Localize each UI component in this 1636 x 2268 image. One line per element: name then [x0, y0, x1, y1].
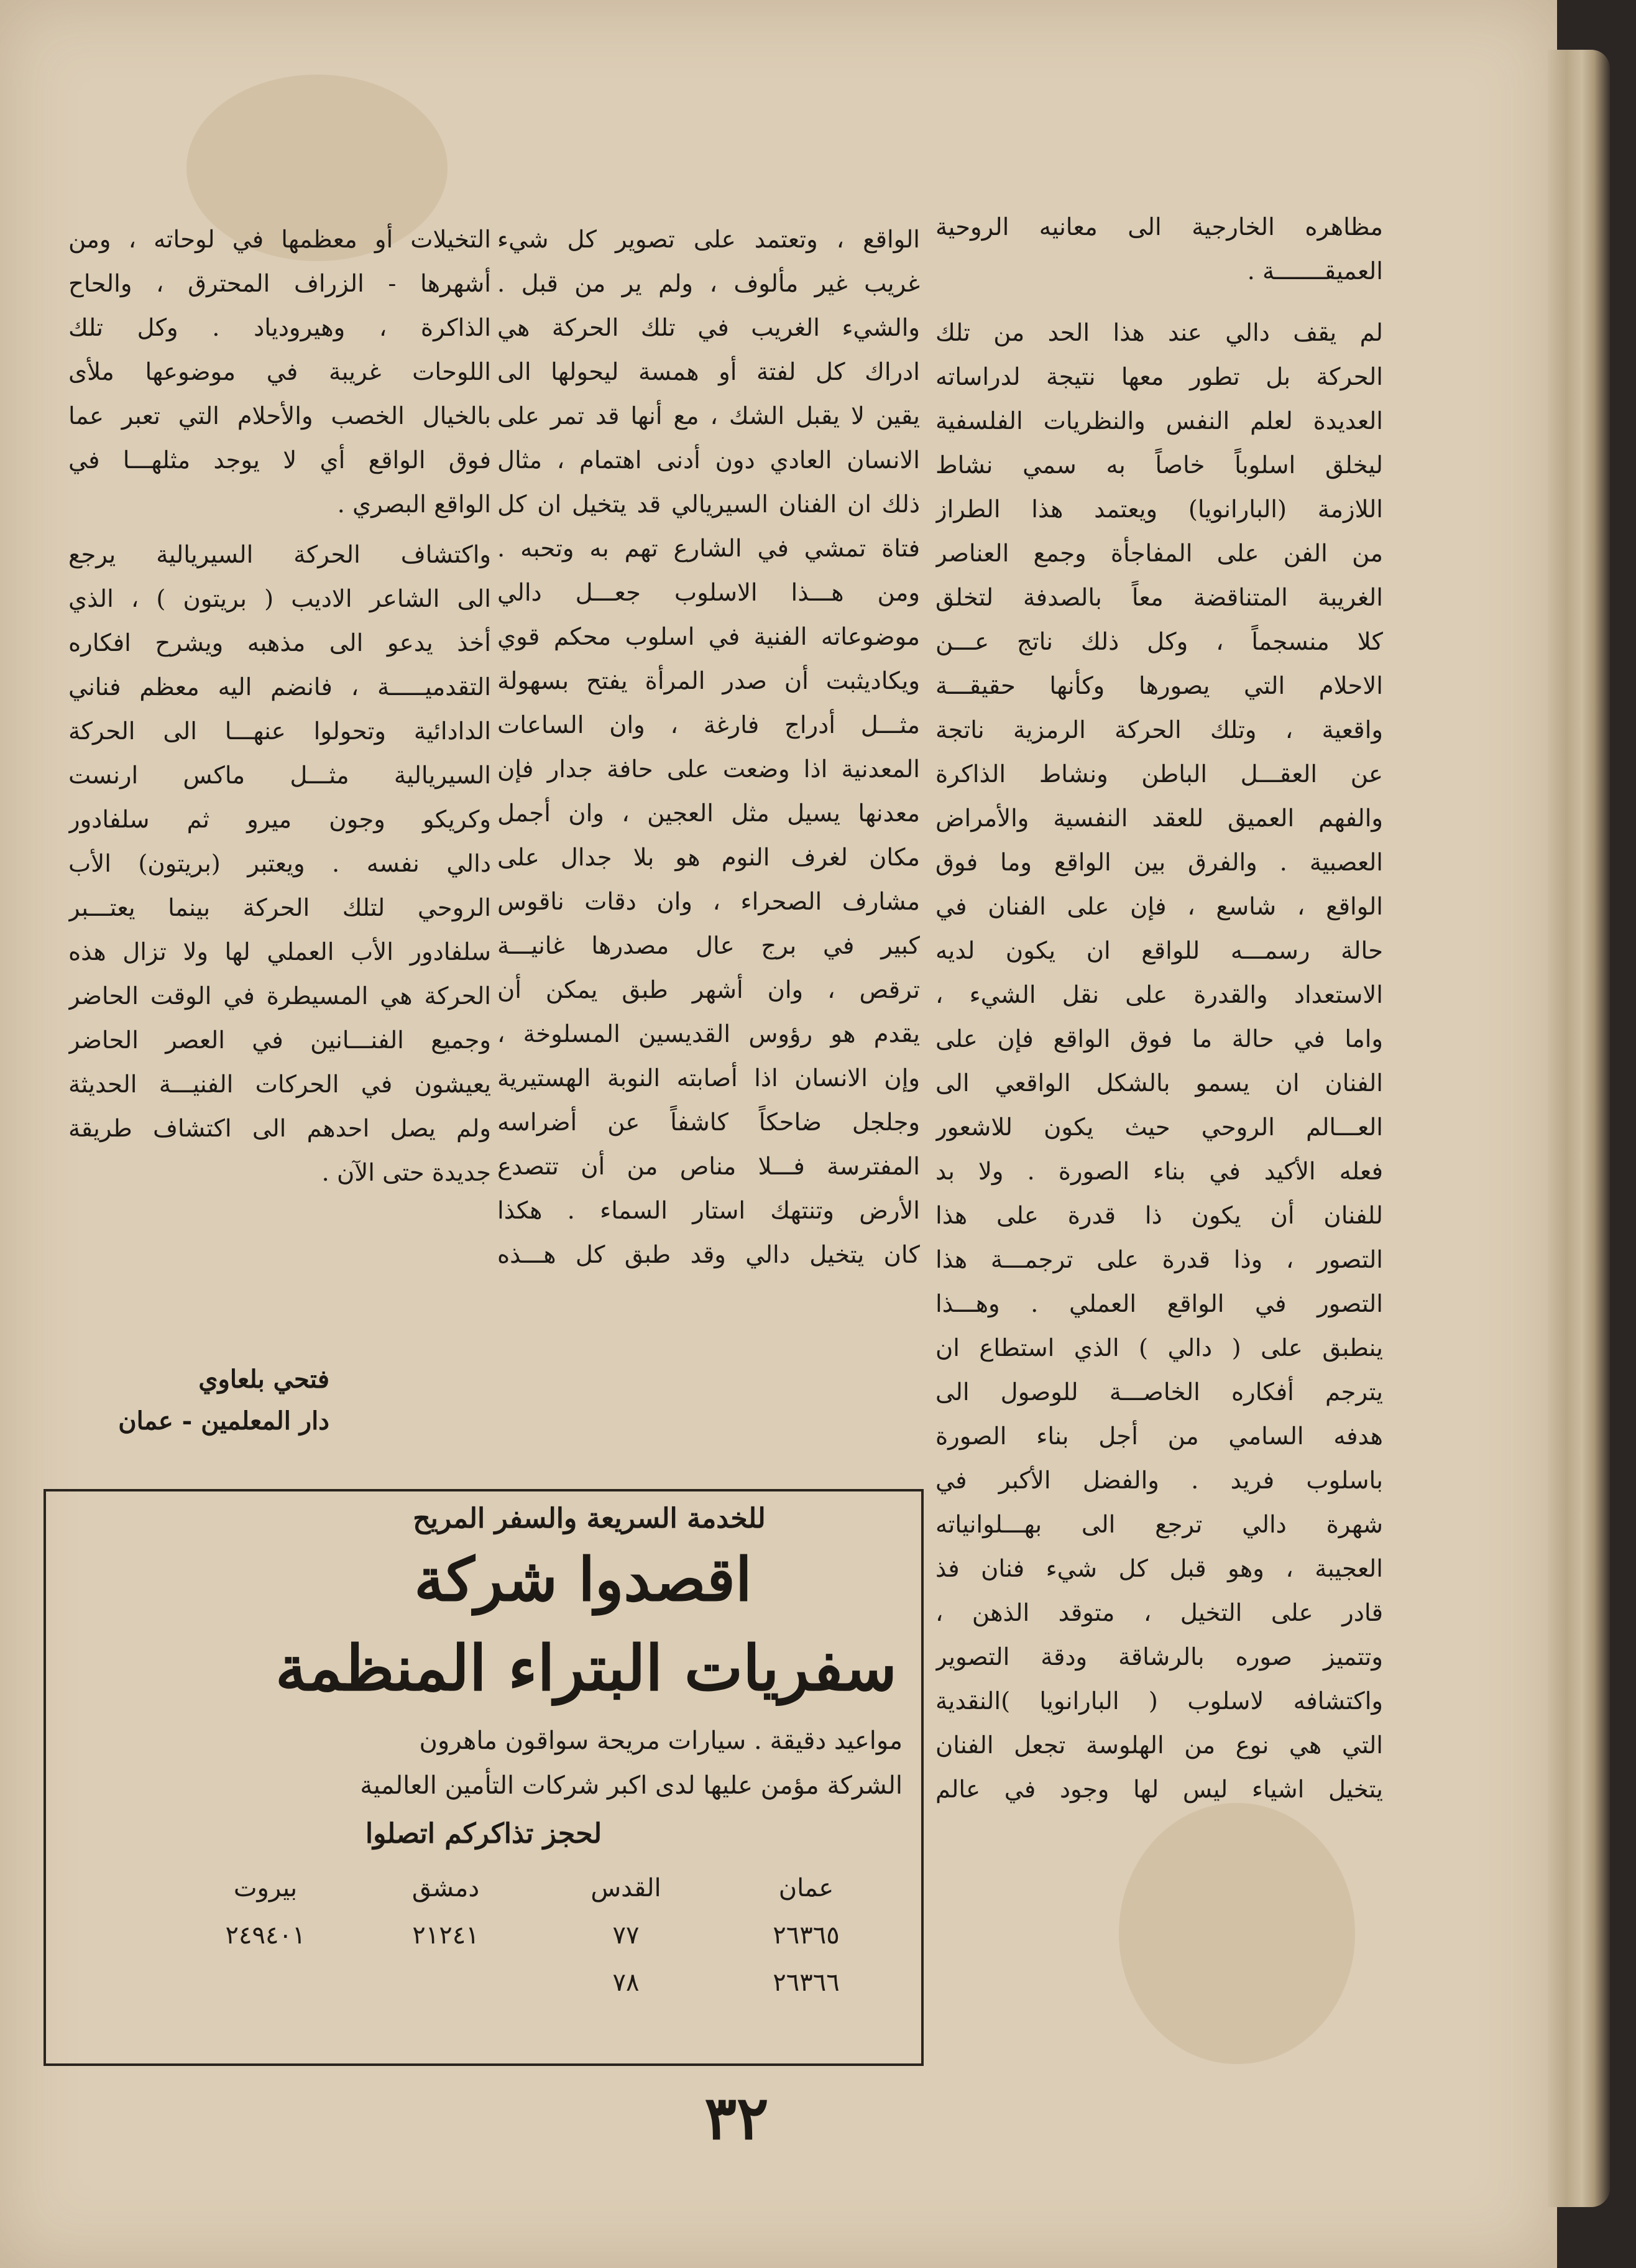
article-line: دالي نفسه . ويعتبر (بريتون) الأب — [68, 850, 491, 878]
article-line: يقين لا يقبل الشك ، مع أنها قد تمر على — [497, 402, 920, 430]
article-line: وتتميز صوره بالرشاقة ودقة التصوير — [935, 1643, 1383, 1671]
article-line: يترجم أفكاره الخاصـــة للوصول الى — [935, 1378, 1383, 1406]
article-line: الفنان ان يسمو بالشكل الواقعي الى — [935, 1069, 1383, 1097]
article-line: العميقـــــــة . — [1247, 257, 1383, 285]
article-line: فعله الأكيد في بناء الصورة . ولا بد — [935, 1158, 1383, 1186]
article-line: واكتشاف الحركة السيريالية يرجع — [68, 541, 491, 569]
article-line: العـــالم الروحي حيث يكون للاشعور — [935, 1113, 1383, 1141]
paper-stain — [1119, 1803, 1355, 2064]
article-line: التصور في الواقع العملي . وهـــذا — [935, 1290, 1383, 1318]
phone-table-row — [175, 1959, 896, 2006]
phone-number: ٧٧ — [612, 1921, 640, 1950]
article-line: عن العقـــل الباطن ونشاط الذاكرة — [935, 760, 1383, 788]
article-line: يقدم هو رؤوس القديسين المسلوخة ، — [497, 1020, 920, 1048]
article-line: واما في حالة ما فوق الواقع فإن على — [935, 1025, 1383, 1053]
ad-booking-line: لحجز تذاكركم اتصلوا — [365, 1818, 602, 1850]
phone-number: ٢٦٣٦٥ — [773, 1921, 840, 1950]
article-line: الغريبة المتناقضة معاً بالصدفة لتخلق — [935, 584, 1383, 612]
ad-notes-line2: الشركة مؤمن عليها لدى اكبر شركات التأمين العالمية — [360, 1771, 903, 1800]
article-line: ينطبق على ( دالي ) الذي استطاع ان — [935, 1334, 1383, 1362]
article-line: ليخلق اسلوباً خاصاً به سمي نشاط — [935, 451, 1383, 479]
article-line: الاحلام التي يصورها وكأنها حقيقـــة — [935, 672, 1383, 700]
phone-number: ٢٦٣٦٦ — [773, 1968, 840, 1997]
phone-table — [175, 1865, 896, 2006]
article-line: التقدميـــــة ، فانضم اليه معظم فناني — [68, 673, 491, 701]
article-line: وكريكو وجون ميرو ثم سلفادور — [68, 806, 491, 834]
article-line: أشهرها - الزراف المحترق ، والحاح — [68, 270, 491, 298]
article-line: السيريالية مثـــل ماكس ارنست — [68, 762, 491, 790]
ad-company-line1: اقصدوا شركة — [414, 1544, 752, 1615]
article-line: موضوعاته الفنية في اسلوب محكم قوي — [497, 623, 920, 651]
author-institution: دار المعلمين - عمان — [118, 1406, 329, 1436]
article-line: واقعية ، وتلك الحركة الرمزية ناتجة — [935, 716, 1383, 744]
page-edge-binding — [1548, 50, 1610, 2207]
article-line: الحركة بل تطور معها نتيجة لدراساته — [935, 363, 1383, 391]
article-line: وجميع الفنـــانين في العصر الحاضر — [68, 1026, 491, 1054]
article-line: العجيبة ، وهو قبل كل شيء فنان فذ — [935, 1555, 1383, 1583]
article-line: والشيء الغريب في تلك الحركة هي — [497, 314, 920, 342]
article-line: ذلك ان الفنان السيريالي قد يتخيل ان كل — [497, 491, 920, 519]
phone-number: ٢١٢٤١ — [412, 1921, 479, 1950]
article-line: الأرض وتنتهك استار السماء . هكذا — [497, 1197, 920, 1225]
article-column-middle — [497, 218, 920, 1277]
article-line: الى الشاعر الاديب ( بريتون ) ، الذي — [68, 585, 491, 613]
article-line: هدفه السامي من أجل بناء الصورة — [935, 1422, 1383, 1450]
article-line: بالخيال الخصب والأحلام التي تعبر عما — [68, 402, 491, 430]
article-line: اللازمة (البارانويا) ويعتمد هذا الطراز — [935, 496, 1383, 523]
article-line: المفترسة فـــلا مناص من أن تتصدع — [497, 1153, 920, 1181]
article-line: الذاكرة ، وهيرودياد . وكل تلك — [68, 314, 491, 342]
article-line: الدادائية وتحولوا عنهـــا الى الحركة — [68, 717, 491, 745]
article-line: مكان لغرف النوم هو بلا جدال على — [497, 844, 920, 872]
phone-number: ٢٤٩٤٠١ — [225, 1921, 306, 1950]
advertisement-box — [44, 1489, 924, 2066]
author-name: فتحي بلعاوي — [198, 1365, 329, 1394]
article-line: ترقص ، وان أشهر طبق يمكن أن — [497, 976, 920, 1004]
article-line: فوق الواقع أي لا يوجد مثلهـــا في — [68, 446, 491, 474]
article-line: ومن هـــذا الاسلوب جعـــل دالي — [497, 579, 920, 607]
article-line: سلفادور الأب العملي لها ولا تزال هذه — [68, 938, 491, 966]
article-line: يتخيل اشياء ليس لها وجود في عالم — [935, 1776, 1383, 1804]
ad-tagline: للخدمة السريعة والسفر المريح — [413, 1503, 766, 1534]
article-line: الواقع ، شاسع ، فإن على الفنان في — [935, 893, 1383, 921]
article-line: يعيشون في الحركات الفنيـــة الحديثة — [68, 1071, 491, 1099]
phone-table-row — [175, 1912, 896, 1959]
article-line: التخيلات أو معظمها في لوحاته ، ومن — [68, 226, 491, 254]
article-column-left — [68, 218, 491, 1195]
article-line: معدنها يسيل مثل العجين ، وان أجمل — [497, 800, 920, 827]
article-line: كان يتخيل دالي وقد طبق كل هـــذه — [497, 1241, 920, 1269]
ad-company-line2: سفريات البتراء المنظمة — [275, 1631, 897, 1705]
city-name: القدس — [591, 1874, 661, 1902]
phone-number: ٧٨ — [612, 1968, 640, 1997]
article-line: واكتشافه لاسلوب ( البارانويا )النقدية — [935, 1687, 1383, 1715]
article-line: الروحي لتلك الحركة بينما يعتـــبر — [68, 894, 491, 922]
article-line: العديدة لعلم النفس والنظريات الفلسفية — [935, 407, 1383, 435]
article-line: غريب غير مألوف ، ولم ير من قبل . — [497, 270, 920, 298]
article-line: الانسان العادي دون أدنى اهتمام ، مثال — [497, 446, 920, 474]
article-line: كبير في برج عال مصدرها غانيـــة — [497, 932, 920, 960]
article-line: مشارف الصحراء ، وان دقات ناقوس — [497, 888, 920, 916]
article-line: والفهم العميق للعقد النفسية والأمراض — [935, 804, 1383, 832]
article-line: الواقع البصري . — [337, 491, 491, 519]
article-line: كلا منسجماً ، وكل ذلك ناتج عـــن — [935, 628, 1383, 656]
article-line: مثـــل أدراج فارغة ، وان الساعات — [497, 711, 920, 739]
article-line: لم يقف دالي عند هذا الحد من تلك — [935, 319, 1383, 347]
article-line: وجلجل ضاحكاً كاشفاً عن أضراسه — [497, 1109, 920, 1136]
article-line: الحركة هي المسيطرة في الوقت الحاضر — [68, 982, 491, 1010]
article-line: التي هي نوع من الهلوسة تجعل الفنان — [935, 1731, 1383, 1759]
article-line: من الفن على المفاجأة وجمع العناصر — [935, 540, 1383, 568]
city-name: دمشق — [411, 1874, 480, 1902]
article-line: الواقع ، وتعتمد على تصوير كل شيء — [497, 226, 920, 254]
phone-table-header — [175, 1865, 896, 1912]
article-line: الاستعداد والقدرة على نقل الشيء ، — [935, 981, 1383, 1009]
ad-notes-line1: مواعيد دقيقة . سيارات مريحة سواقون ماهرون — [419, 1726, 903, 1755]
article-line: جديدة حتى الآن . — [321, 1159, 491, 1187]
article-line: ويكاديثبت أن صدر المرأة يفتح بسهولة — [497, 667, 920, 695]
article-line: مظاهره الخارجية الى معانيه الروحية — [935, 213, 1383, 241]
article-line: قادر على التخيل ، متوقد الذهن ، — [935, 1599, 1383, 1627]
article-line: باسلوب فريد . والفضل الأكبر في — [935, 1467, 1383, 1495]
article-line: شهرة دالي ترجع الى بهـــلوانياته — [935, 1511, 1383, 1539]
article-line: التصور ، وذا قدرة على ترجمـــة هذا — [935, 1246, 1383, 1274]
article-line: ادراك كل لفتة أو همسة ليحولها الى — [497, 358, 920, 386]
article-column-right — [935, 205, 1383, 1812]
article-line: اللوحات غريبة في موضوعها ملأى — [68, 358, 491, 386]
article-line: أخذ يدعو الى مذهبه ويشرح افكاره — [68, 629, 491, 657]
article-line: وإن الانسان اذا أصابته النوبة الهستيرية — [497, 1064, 920, 1092]
page-number: ٣٢ — [704, 2083, 769, 2153]
article-line: ولم يصل احدهم الى اكتشاف طريقة — [68, 1115, 491, 1143]
city-name: عمان — [778, 1874, 834, 1902]
article-line: للفنان أن يكون ذا قدرة على هذا — [935, 1202, 1383, 1230]
article-line: حالة رسمـــه للواقع ان يكون لديه — [935, 937, 1383, 965]
article-line: فتاة تمشي في الشارع تهم به وتحبه . — [497, 535, 920, 563]
article-line: المعدنية اذا وضعت على حافة جدار فإن — [497, 755, 920, 783]
article-line: العصبية . والفرق بين الواقع وما فوق — [935, 849, 1383, 877]
city-name: بيروت — [233, 1874, 298, 1902]
